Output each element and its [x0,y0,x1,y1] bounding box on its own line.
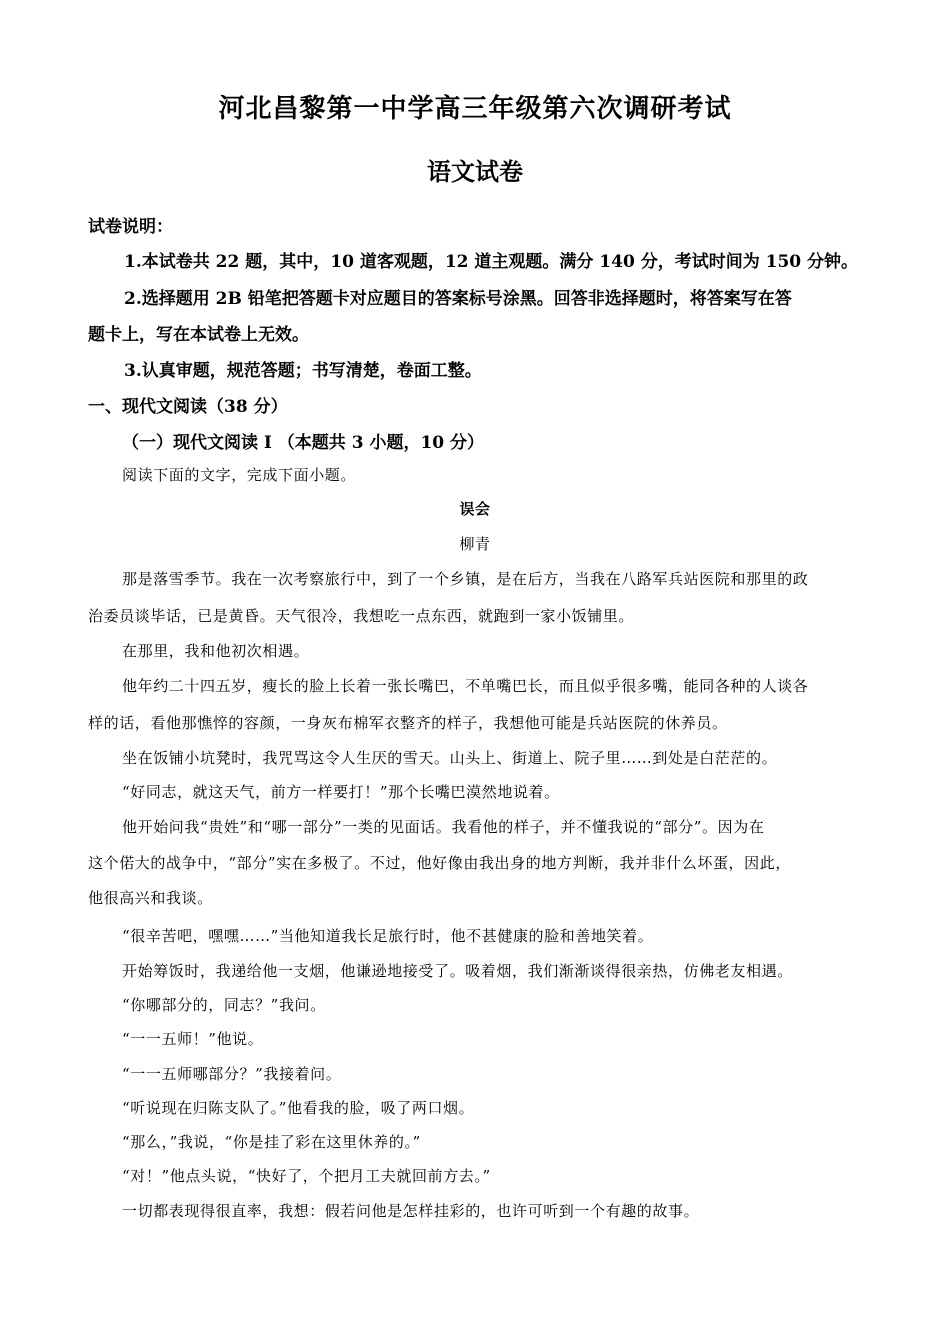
exam-title: 河北昌黎第一中学高三年级第六次调研考试 [218,94,732,124]
article-line: 治委员谈毕话，已是黄昏。天气很冷，我想吃一点东西，就跑到一家小饭铺里。 [88,607,635,625]
article-line: 在那里，我和他初次相遇。 [122,642,310,660]
instruction-item-1: 1.本试卷共 22 题，其中，10 道客观题，12 道主观题。满分 140 分，考试时间为 150 分钟。 [124,252,859,272]
article-line: “好同志，就这天气，前方一样要打！”那个长嘴巴漠然地说着。 [122,783,560,801]
article-line: “一一五师哪部分？”我接着问。 [122,1065,342,1083]
article-line: 他年约二十四五岁，瘦长的脸上长着一张长嘴巴，不单嘴巴长，而且似乎很多嘴，能同各种的人谈各 [122,677,809,695]
article-line: 坐在饭铺小坑凳时，我咒骂这令人生厌的雪天。山头上、街道上、院子里……到处是白茫茫的。 [122,749,778,767]
article-line: 一切都表现得很直率，我想：假若问他是怎样挂彩的，也许可听到一个有趣的故事。 [122,1202,700,1220]
article-line: 那是落雪季节。我在一次考察旅行中，到了一个乡镇，是在后方，当我在八路军兵站医院和那里的政 [122,570,809,588]
article-author: 柳青 [459,535,491,553]
section-subheading: （一）现代文阅读 I （本题共 3 小题，10 分） [122,433,485,453]
article-line: “那么，”我说，“你是挂了彩在这里休养的。” [122,1133,421,1151]
article-line: 样的话，看他那憔悴的容颜，一身灰布棉军衣整齐的样子，我想他可能是兵站医院的休养员。 [88,714,728,732]
instruction-item-2-line-2: 题卡上，写在本试卷上无效。 [88,325,309,345]
instruction-item-2-line-1: 2.选择题用 2B 铅笔把答题卡对应题目的答案标号涂黑。回答非选择题时，将答案写在答 [124,289,792,309]
article-line: “一一五师！”他说。 [122,1030,264,1048]
article-line: “听说现在归陈支队了。”他看我的脸，吸了两口烟。 [122,1099,475,1117]
article-line: 这个偌大的战争中，“部分”实在多极了。不过，他好像由我出身的地方判断，我并非什么坏蛋，因此， [88,854,791,872]
article-line: “对！”他点头说，“快好了，个把月工夫就回前方去。” [122,1167,491,1185]
article-line: 开始筹饭时，我递给他一支烟，他谦逊地接受了。吸着烟，我们渐渐谈得很亲热，仿佛老友相遇。 [122,962,793,980]
reading-prompt: 阅读下面的文字，完成下面小题。 [122,466,357,484]
instructions-heading: 试卷说明： [88,217,173,237]
article-title: 误会 [459,500,491,518]
article-line: “你哪部分的，同志？”我问。 [122,996,326,1014]
article-line: “很辛苦吧，嘿嘿……”当他知道我长足旅行时，他不甚健康的脸和善地笑着。 [122,927,654,945]
exam-subtitle: 语文试卷 [427,157,523,186]
instruction-item-3: 3.认真审题，规范答题；书写清楚，卷面工整。 [124,361,482,381]
article-line: 他开始问我“贵姓”和“哪一部分”一类的见面话。我看他的样子，并不懂我说的“部分”。因为在 [122,818,765,836]
section-heading: 一、现代文阅读（38 分） [88,397,288,417]
article-line: 他很高兴和我谈。 [88,889,213,907]
